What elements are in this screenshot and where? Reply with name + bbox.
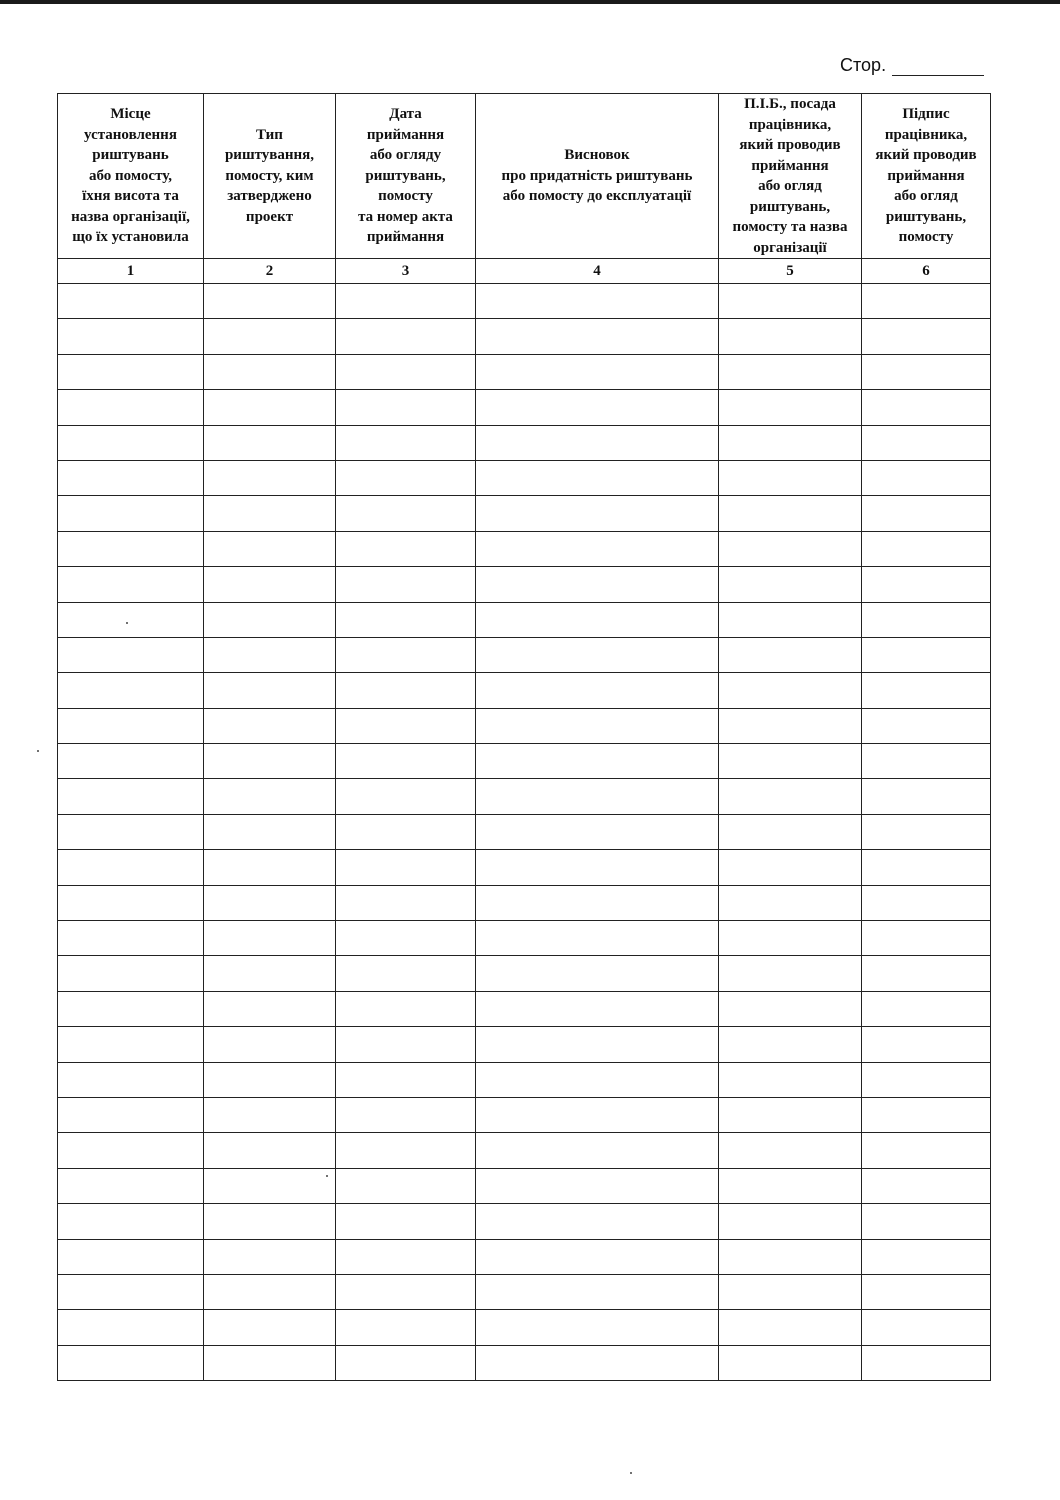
table-row (58, 885, 991, 920)
table-cell[interactable] (204, 921, 336, 956)
table-row (58, 1097, 991, 1132)
table-row (58, 1310, 991, 1345)
table-cell[interactable] (336, 673, 476, 708)
table-cell[interactable] (336, 1027, 476, 1062)
table-cell[interactable] (204, 531, 336, 566)
table-cell[interactable] (862, 814, 991, 849)
table-cell[interactable] (862, 1274, 991, 1309)
table-cell[interactable] (336, 496, 476, 531)
table-cell[interactable] (204, 567, 336, 602)
table-cell[interactable] (719, 814, 862, 849)
table-cell[interactable] (204, 1097, 336, 1132)
table-cell[interactable] (336, 460, 476, 495)
table-cell[interactable] (719, 1133, 862, 1168)
scan-speck (37, 750, 39, 752)
table-cell[interactable] (862, 637, 991, 672)
table-cell[interactable] (719, 1097, 862, 1132)
table-cell[interactable] (476, 1097, 719, 1132)
table-cell[interactable] (719, 567, 862, 602)
table-cell[interactable] (862, 425, 991, 460)
table-cell[interactable] (862, 850, 991, 885)
table-cell[interactable] (204, 708, 336, 743)
header-conclusion: Висновок про придатність риштувань або помосту до експлуатації (476, 94, 719, 259)
table-cell[interactable] (476, 850, 719, 885)
table-cell[interactable] (862, 1097, 991, 1132)
table-cell[interactable] (476, 602, 719, 637)
scan-speck (126, 622, 128, 624)
table-cell[interactable] (719, 1274, 862, 1309)
table-cell[interactable] (862, 460, 991, 495)
table-cell[interactable] (58, 531, 204, 566)
table-cell[interactable] (58, 1239, 204, 1274)
page-number (840, 55, 984, 76)
table-cell[interactable] (58, 1274, 204, 1309)
table-cell[interactable] (336, 1097, 476, 1132)
table-cell[interactable] (862, 1345, 991, 1380)
table-row (58, 637, 991, 672)
table-cell[interactable] (204, 1168, 336, 1203)
table-cell[interactable] (58, 956, 204, 991)
header-type: Тип риштування, помосту, ким затверджено проект (204, 94, 336, 259)
table-cell[interactable] (58, 496, 204, 531)
table-cell[interactable] (719, 1239, 862, 1274)
table-cell[interactable] (336, 921, 476, 956)
table-cell[interactable] (336, 1239, 476, 1274)
table-row (58, 531, 991, 566)
table-cell[interactable] (862, 956, 991, 991)
table-cell[interactable] (336, 991, 476, 1026)
table-cell[interactable] (476, 1062, 719, 1097)
table-cell[interactable] (476, 1239, 719, 1274)
table-cell[interactable] (719, 885, 862, 920)
table-cell[interactable] (336, 531, 476, 566)
table-cell[interactable] (719, 354, 862, 389)
table-cell[interactable] (336, 885, 476, 920)
table-row (58, 354, 991, 389)
header-signature: Підпис працівника, який проводив приймання або огляд риштувань, помосту (862, 94, 991, 259)
table-cell[interactable] (719, 1310, 862, 1345)
table-cell[interactable] (862, 708, 991, 743)
table-cell[interactable] (476, 531, 719, 566)
table-row (58, 1168, 991, 1203)
table-row (58, 1204, 991, 1239)
table-row (58, 567, 991, 602)
table-row (58, 390, 991, 425)
column-number: 5 (719, 259, 862, 284)
table-cell[interactable] (58, 1062, 204, 1097)
table-cell[interactable] (719, 708, 862, 743)
table-cell[interactable] (719, 1345, 862, 1380)
table-cell[interactable] (476, 673, 719, 708)
table-row (58, 1345, 991, 1380)
table-cell[interactable] (862, 1168, 991, 1203)
table-cell[interactable] (476, 921, 719, 956)
table-cell[interactable] (476, 567, 719, 602)
table-cell[interactable] (719, 425, 862, 460)
table-cell[interactable] (204, 284, 336, 319)
table-cell[interactable] (476, 637, 719, 672)
table-cell[interactable] (58, 1097, 204, 1132)
table-row (58, 425, 991, 460)
table-cell[interactable] (204, 602, 336, 637)
table-cell[interactable] (336, 284, 476, 319)
table-cell[interactable] (336, 1345, 476, 1380)
table-cell[interactable] (58, 319, 204, 354)
table-cell[interactable] (719, 1027, 862, 1062)
table-cell[interactable] (476, 319, 719, 354)
table-row (58, 496, 991, 531)
table-cell[interactable] (58, 708, 204, 743)
table-cell[interactable] (862, 1027, 991, 1062)
table-cell[interactable] (58, 284, 204, 319)
table-cell[interactable] (58, 637, 204, 672)
table-cell[interactable] (476, 1274, 719, 1309)
table-cell[interactable] (719, 1204, 862, 1239)
table-cell[interactable] (862, 567, 991, 602)
table-cell[interactable] (719, 850, 862, 885)
table-cell[interactable] (58, 390, 204, 425)
table-cell[interactable] (862, 1204, 991, 1239)
table-row (58, 1274, 991, 1309)
table-cell[interactable] (476, 284, 719, 319)
table-row (58, 284, 991, 319)
column-number: 2 (204, 259, 336, 284)
scaffolding-register-table (57, 93, 991, 1381)
table-cell[interactable] (862, 1062, 991, 1097)
table-cell[interactable] (719, 921, 862, 956)
table-cell[interactable] (719, 744, 862, 779)
table-cell[interactable] (204, 1239, 336, 1274)
table-row (58, 779, 991, 814)
table-cell[interactable] (204, 1274, 336, 1309)
column-number: 1 (58, 259, 204, 284)
scan-speck (326, 1175, 328, 1177)
table-cell[interactable] (204, 1062, 336, 1097)
table-cell[interactable] (58, 673, 204, 708)
page-number-label: Стор. (840, 55, 887, 75)
table-cell[interactable] (58, 425, 204, 460)
table-cell[interactable] (719, 673, 862, 708)
table-cell[interactable] (862, 496, 991, 531)
table-cell[interactable] (336, 779, 476, 814)
table-cell[interactable] (862, 744, 991, 779)
table-cell[interactable] (204, 956, 336, 991)
table-cell[interactable] (862, 1133, 991, 1168)
table-cell[interactable] (719, 991, 862, 1026)
table-cell[interactable] (476, 425, 719, 460)
table-row (58, 991, 991, 1026)
table-cell[interactable] (476, 496, 719, 531)
table-cell[interactable] (719, 956, 862, 991)
header-location: Місце установлення риштувань або помосту, їхня висота та назва організації, що їх установила (58, 94, 204, 259)
table-cell[interactable] (336, 425, 476, 460)
table-cell[interactable] (58, 744, 204, 779)
scan-speck (630, 1472, 632, 1474)
table-cell[interactable] (204, 390, 336, 425)
table-cell[interactable] (58, 1310, 204, 1345)
table-cell[interactable] (204, 1204, 336, 1239)
table-cell[interactable] (862, 779, 991, 814)
header-row (58, 94, 991, 259)
table-cell[interactable] (336, 850, 476, 885)
table-cell[interactable] (336, 708, 476, 743)
table-cell[interactable] (476, 1168, 719, 1203)
column-number: 4 (476, 259, 719, 284)
table-cell[interactable] (204, 850, 336, 885)
table-cell[interactable] (58, 1027, 204, 1062)
table-cell[interactable] (719, 390, 862, 425)
table-cell[interactable] (336, 390, 476, 425)
table-cell[interactable] (862, 319, 991, 354)
table-cell[interactable] (58, 885, 204, 920)
table-cell[interactable] (58, 602, 204, 637)
header-inspector: П.І.Б., посада працівника, який проводив приймання або огляд риштувань, помосту та назва організації (719, 94, 862, 259)
table-cell[interactable] (476, 1204, 719, 1239)
table-cell[interactable] (862, 991, 991, 1026)
table-cell[interactable] (476, 390, 719, 425)
table-cell[interactable] (204, 744, 336, 779)
table-row (58, 602, 991, 637)
table-cell[interactable] (862, 284, 991, 319)
table-cell[interactable] (336, 814, 476, 849)
table-cell[interactable] (204, 496, 336, 531)
table-cell[interactable] (336, 602, 476, 637)
table-cell[interactable] (336, 1168, 476, 1203)
table-cell[interactable] (204, 354, 336, 389)
table-cell[interactable] (58, 1168, 204, 1203)
table-cell[interactable] (336, 354, 476, 389)
table-cell[interactable] (719, 531, 862, 566)
table-cell[interactable] (719, 284, 862, 319)
table-cell[interactable] (476, 744, 719, 779)
table-cell[interactable] (862, 531, 991, 566)
table-cell[interactable] (58, 1204, 204, 1239)
table-cell[interactable] (58, 779, 204, 814)
table-cell[interactable] (476, 956, 719, 991)
page-number-field[interactable] (892, 59, 984, 76)
table-cell[interactable] (719, 460, 862, 495)
table-cell[interactable] (719, 319, 862, 354)
table-cell[interactable] (862, 921, 991, 956)
table-cell[interactable] (476, 1345, 719, 1380)
table-cell[interactable] (336, 567, 476, 602)
table-cell[interactable] (719, 637, 862, 672)
table-cell[interactable] (336, 956, 476, 991)
table-cell[interactable] (336, 319, 476, 354)
table-cell[interactable] (476, 779, 719, 814)
table-cell[interactable] (862, 354, 991, 389)
table-cell[interactable] (476, 1310, 719, 1345)
table-cell[interactable] (204, 779, 336, 814)
table-row (58, 673, 991, 708)
table-cell[interactable] (204, 885, 336, 920)
table-cell[interactable] (204, 460, 336, 495)
table-cell[interactable] (862, 1239, 991, 1274)
table-row (58, 1133, 991, 1168)
table-cell[interactable] (204, 1027, 336, 1062)
table-cell[interactable] (58, 567, 204, 602)
table-cell[interactable] (476, 1133, 719, 1168)
table-row (58, 319, 991, 354)
table-cell[interactable] (336, 1310, 476, 1345)
table-cell[interactable] (476, 460, 719, 495)
table-row (58, 850, 991, 885)
table-cell[interactable] (58, 814, 204, 849)
table-cell[interactable] (336, 1274, 476, 1309)
table-cell[interactable] (476, 1027, 719, 1062)
table-cell[interactable] (58, 850, 204, 885)
scan-top-edge (0, 0, 1060, 4)
table-cell[interactable] (58, 354, 204, 389)
table-row (58, 708, 991, 743)
table-cell[interactable] (204, 814, 336, 849)
table-row (58, 1239, 991, 1274)
table-cell[interactable] (58, 991, 204, 1026)
table-cell[interactable] (58, 1133, 204, 1168)
table-cell[interactable] (58, 921, 204, 956)
table-cell[interactable] (719, 779, 862, 814)
table-cell[interactable] (204, 991, 336, 1026)
column-number-row (58, 259, 991, 284)
table-cell[interactable] (719, 1168, 862, 1203)
table-cell[interactable] (58, 1345, 204, 1380)
table-cell[interactable] (476, 708, 719, 743)
table-cell[interactable] (862, 602, 991, 637)
table-cell[interactable] (719, 1062, 862, 1097)
column-number: 6 (862, 259, 991, 284)
table-cell[interactable] (862, 390, 991, 425)
table-cell[interactable] (58, 460, 204, 495)
table-cell[interactable] (719, 496, 862, 531)
table-cell[interactable] (476, 991, 719, 1026)
table-cell[interactable] (204, 673, 336, 708)
table-cell[interactable] (204, 319, 336, 354)
table-cell[interactable] (336, 1062, 476, 1097)
table-cell[interactable] (336, 1204, 476, 1239)
table-row (58, 814, 991, 849)
table-row (58, 744, 991, 779)
header-date: Дата приймання або огляду риштувань, помосту та номер акта приймання (336, 94, 476, 259)
table-cell[interactable] (862, 885, 991, 920)
column-number: 3 (336, 259, 476, 284)
table-cell[interactable] (336, 637, 476, 672)
table-row (58, 921, 991, 956)
table-cell[interactable] (204, 1345, 336, 1380)
table-cell[interactable] (336, 1133, 476, 1168)
table-cell[interactable] (204, 637, 336, 672)
table-cell[interactable] (476, 814, 719, 849)
table-row (58, 956, 991, 991)
table-row (58, 1062, 991, 1097)
table-cell[interactable] (719, 602, 862, 637)
table-cell[interactable] (204, 425, 336, 460)
table-row (58, 1027, 991, 1062)
table-cell[interactable] (862, 1310, 991, 1345)
table-cell[interactable] (476, 354, 719, 389)
table-row (58, 460, 991, 495)
table-cell[interactable] (862, 673, 991, 708)
table-cell[interactable] (204, 1310, 336, 1345)
table-cell[interactable] (204, 1133, 336, 1168)
table-cell[interactable] (336, 744, 476, 779)
table-cell[interactable] (476, 885, 719, 920)
